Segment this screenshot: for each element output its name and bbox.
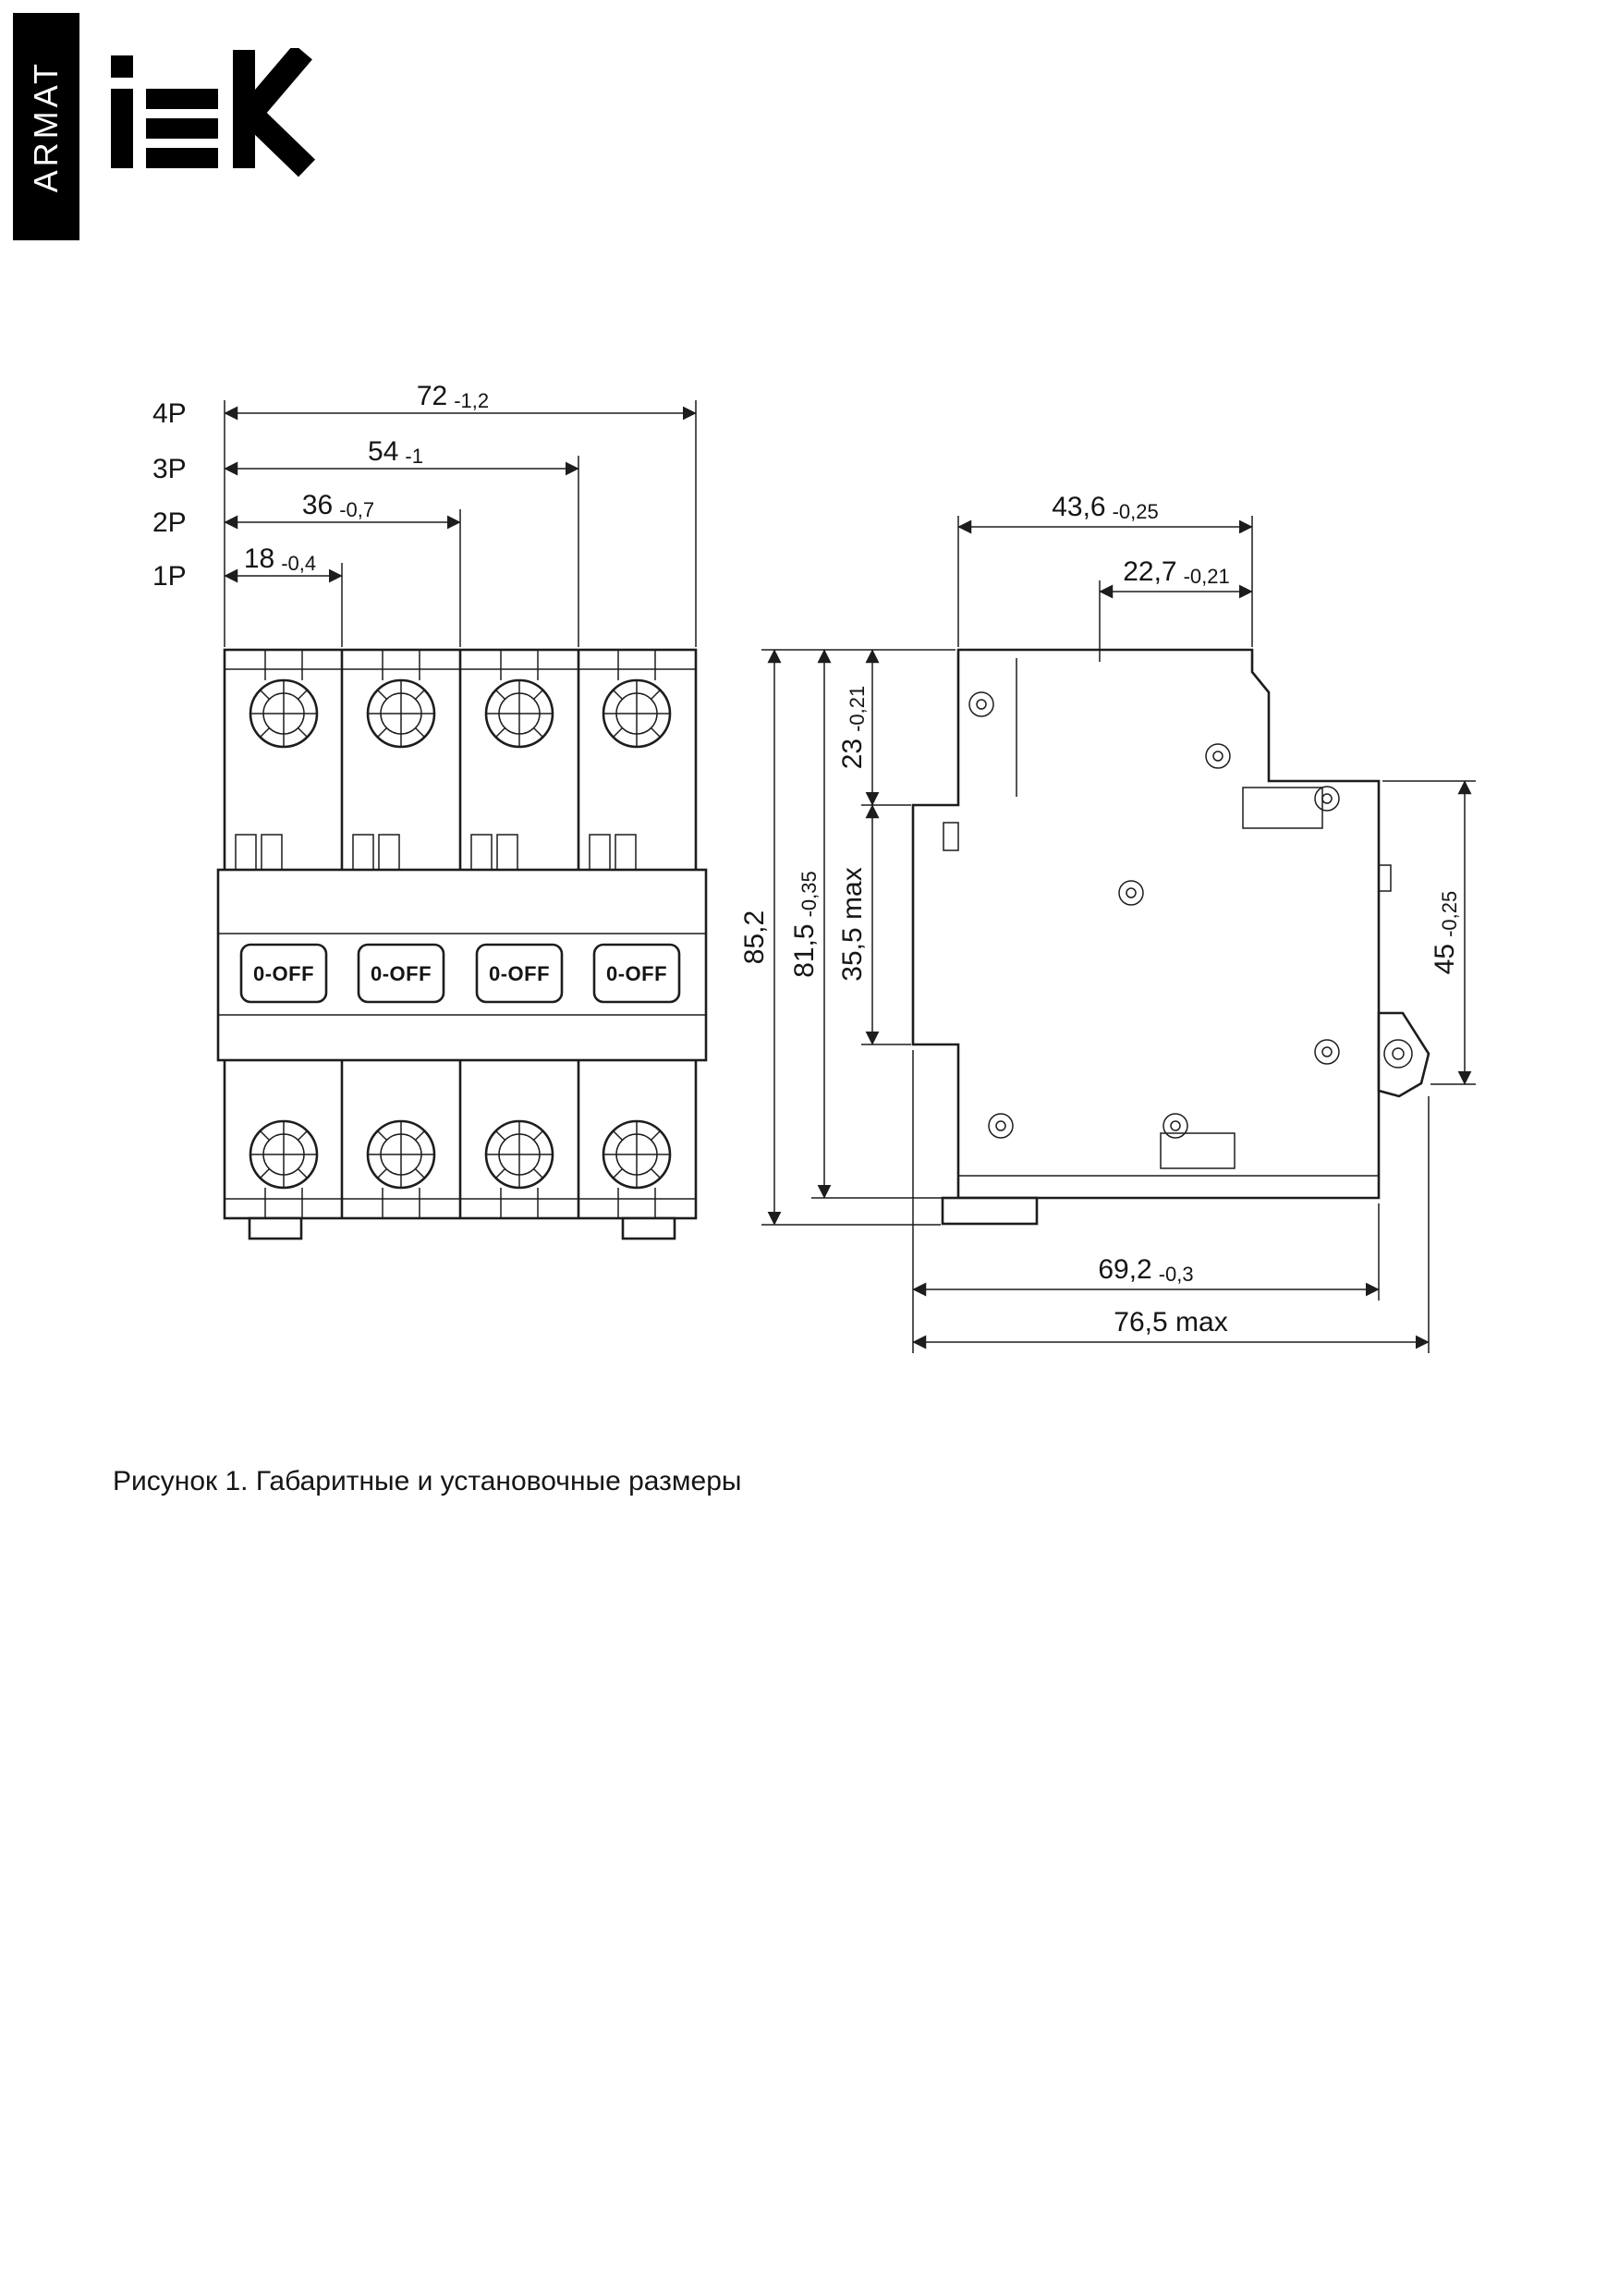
pole-label-2p: 2P bbox=[152, 507, 187, 538]
toggle-label: 0-OFF bbox=[252, 962, 315, 985]
mounting-tabs bbox=[250, 1218, 675, 1239]
din-claw bbox=[1379, 865, 1391, 891]
toggle-label: 0-OFF bbox=[605, 962, 668, 985]
breaker-body-side bbox=[913, 650, 1379, 1198]
toggle-label: 0-OFF bbox=[488, 962, 551, 985]
screw-icon bbox=[368, 1121, 434, 1188]
armat-series-label: ARMAT bbox=[27, 60, 65, 193]
bottom-clip bbox=[943, 1198, 1037, 1224]
dim-upper-depth: 22,7 -0,21 bbox=[1123, 556, 1230, 588]
screw-icon bbox=[603, 680, 670, 747]
dim-width-4p: 72 -1,2 bbox=[416, 381, 490, 412]
dim-face-height: 35,5 max bbox=[837, 867, 868, 982]
dim-width-2p: 36 -0,7 bbox=[301, 490, 375, 521]
dim-top-height: 23-0,21 bbox=[837, 685, 869, 770]
dim-din-height: 45-0,25 bbox=[1430, 890, 1461, 975]
dim-body-height: 81,5-0,35 bbox=[789, 871, 821, 978]
dim-width-3p: 54 -1 bbox=[368, 436, 423, 468]
dim-top-depth: 43,6 -0,25 bbox=[1052, 492, 1159, 523]
pole-label-3p: 3P bbox=[152, 454, 187, 484]
screw-icon bbox=[486, 1121, 553, 1188]
dim-max-depth: 76,5 max bbox=[1114, 1307, 1228, 1337]
front-view-dimensions bbox=[152, 381, 696, 647]
side-view bbox=[913, 650, 1429, 1224]
dim-body-depth: 69,2 -0,3 bbox=[1098, 1254, 1194, 1286]
toggle-label: 0-OFF bbox=[370, 962, 432, 985]
screw-icon bbox=[603, 1121, 670, 1188]
front-view bbox=[218, 650, 706, 1239]
pole-label-4p: 4P bbox=[152, 398, 187, 429]
figure-caption: Рисунок 1. Габаритные и установочные размеры bbox=[113, 1466, 742, 1496]
pole-label-1p: 1P bbox=[152, 561, 187, 592]
screw-icon bbox=[368, 680, 434, 747]
dim-width-1p: 18 -0,4 bbox=[243, 543, 317, 575]
faceplate bbox=[218, 870, 706, 1060]
din-latch bbox=[1379, 1013, 1429, 1096]
dim-total-height: 85,2 bbox=[739, 910, 770, 965]
screw-icon bbox=[486, 680, 553, 747]
screw-icon bbox=[250, 680, 317, 747]
screw-icon bbox=[250, 1121, 317, 1188]
